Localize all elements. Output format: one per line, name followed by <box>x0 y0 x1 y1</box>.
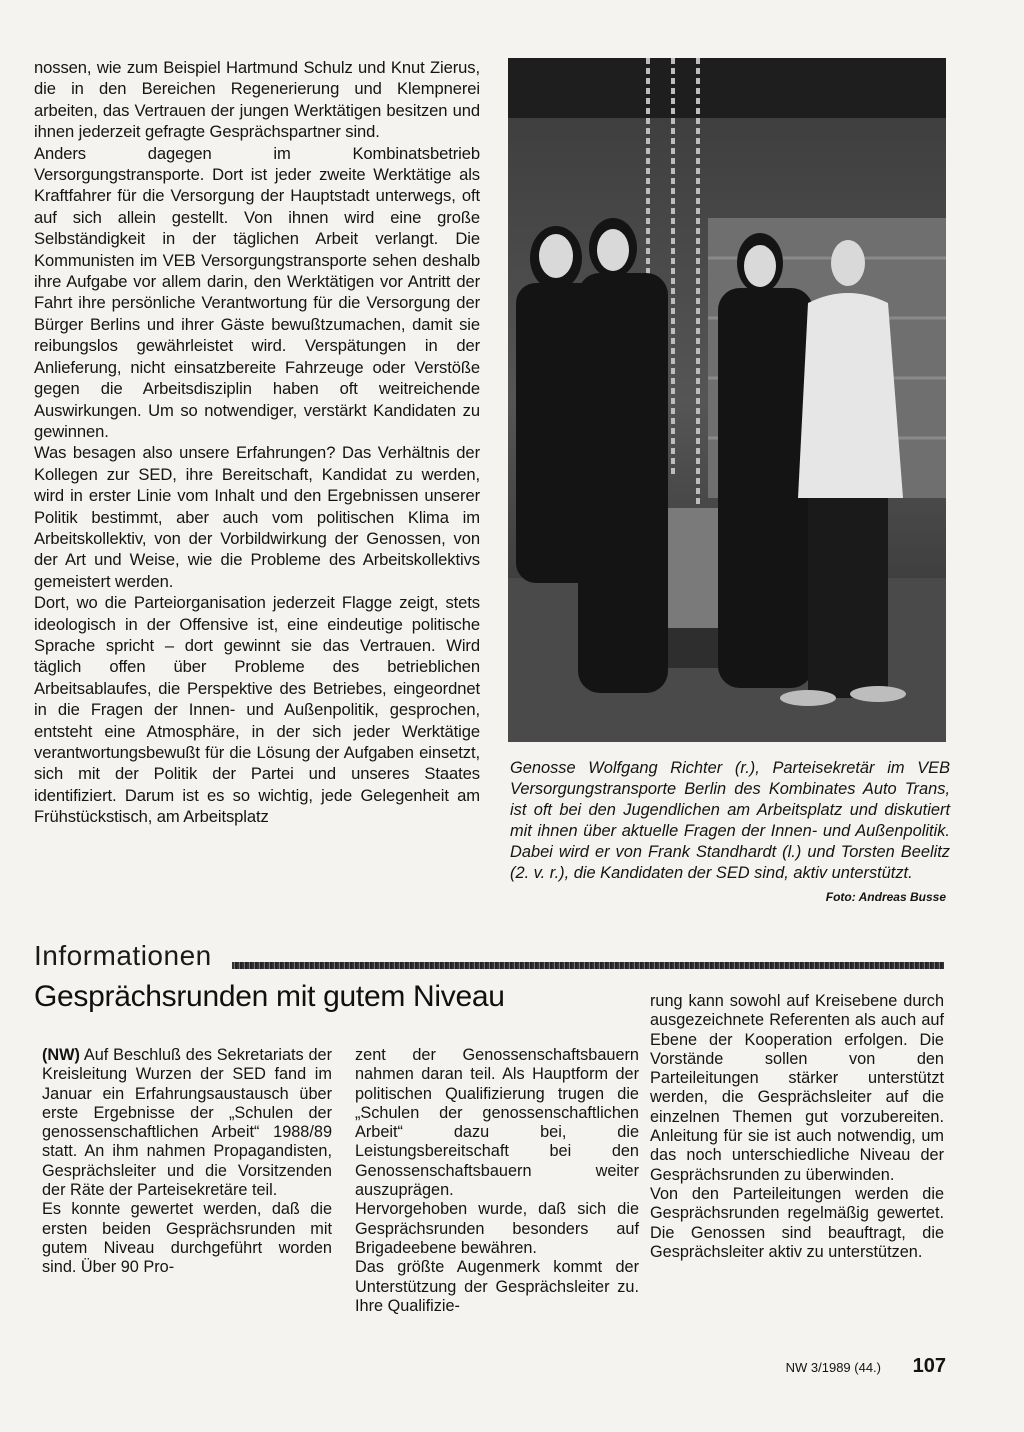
info-paragraph: zent der Genossenschaftsbauern nahmen daran teil. Als Hauptform der politischen Qualifizierung trugen die „Schulen der genossenschaftlichen Arbeit“ dazu bei, die Leistungsbereitschaft bei den Genossenschaftsbauern weiter auszuprägen. <box>355 1046 639 1200</box>
info-column-1 <box>42 1046 332 1278</box>
info-column-3 <box>650 992 944 1262</box>
info-paragraph: Das größte Augenmerk kommt der Unterstützung der Gesprächsleiter zu. Ihre Qualifizie- <box>355 1258 639 1315</box>
workshop-photo <box>508 58 946 742</box>
page-number: 107 <box>912 1355 946 1377</box>
photo-credit: Foto: Andreas Busse <box>825 890 946 904</box>
info-column-2 <box>355 1046 639 1316</box>
article-paragraph: Was besagen also unsere Erfahrungen? Das Verhältnis der Kollegen zur SED, ihre Bereitschaft, Kandidat zu werden, wird in erster Linie vom Inhalt und den Ergebnissen unserer Politik bestimmt, aber auch vom politischen Klima im Arbeitskollektiv, von der Vorbildwirkung der Genossen, von der Art und Weise, wie die Probleme des Arbeitskollektivs gemeistert werden. <box>34 443 480 591</box>
section-rule <box>232 962 944 969</box>
info-paragraph <box>42 1046 332 1200</box>
section-title: Informationen <box>34 940 212 971</box>
info-paragraph: rung kann sowohl auf Kreisebene durch ausgezeichnete Referenten als auch auf Ebene der Kooperation erfolgen. Die Vorstände sollen von den Parteileitungen stärker unterstützt werden, die Gesprächsleiter auf die einzelnen Themen gut vorzubereiten. Anleitung für sie ist auch notwendig, um das noch unterschiedliche Niveau der Gesprächsrunden zu überwinden. <box>650 992 944 1184</box>
issue-label: NW 3/1989 (44.) <box>785 1360 881 1375</box>
article-continuation <box>34 57 480 828</box>
info-headline: Gesprächsrunden mit gutem Niveau <box>34 980 505 1013</box>
section-header <box>34 940 944 980</box>
photo-illustration <box>508 58 946 742</box>
article-paragraph: Anders dagegen im Kombinatsbetrieb Versorgungstransporte. Dort ist jeder zweite Werktätige als Kraftfahrer für die Versorgung der Hauptstadt unterwegs, oft auf sich allein gestellt. Von ihnen wird eine große Selbständigkeit in der täglichen Arbeit verlangt. Die Kommunisten im VEB Versorgungstransporte sehen deshalb ihre Aufgabe vor allem darin, den Werktätigen vor Antritt der Fahrt ihre persönliche Verantwortung für die Versorgung der Bürger Berlins und ihrer Gäste bewußtzumachen, damit sie reibungslos gewährleistet wird. Verspätungen in der Anlieferung, nicht einsatzbereite Fahrzeuge oder Verstöße gegen die Arbeitsdisziplin haben oft weitreichende Auswirkungen. Um so notwendiger, verstärkt Kandidaten zu gewinnen. <box>34 143 480 441</box>
source-tag: (NW) <box>42 1046 80 1064</box>
page-footer <box>786 1355 946 1378</box>
info-paragraph: Von den Parteileitungen werden die Gesprächsrunden regelmäßig gewertet. Die Genossen sind beauftragt, die Gesprächsleiter aktiv zu unterstützen. <box>650 1184 944 1261</box>
article-paragraph: nossen, wie zum Beispiel Hartmund Schulz und Knut Zierus, die in den Bereichen Regenerierung und Klempnerei arbeiten, das Vertrauen der jungen Werktätigen besitzen und ihnen jederzeit gefragte Gesprächspartner sind. <box>34 58 480 142</box>
info-text: Auf Beschluß des Sekretariats der Kreisleitung Wurzen der SED fand im Januar ein Erfahrungsaustausch über erste Ergebnisse der „Schulen der genossenschaftlichen Arbeit“ 1988/89 statt. An ihm nahmen Propagandisten, Gesprächsleiter und die Vorsitzenden der Räte der Parteisekretäre teil. <box>42 1046 332 1200</box>
article-paragraph: Dort, wo die Parteiorganisation jederzeit Flagge zeigt, stets ideologisch in der Offensive ist, eine eindeutige politische Sprache spricht – dort gewinnt sie das Vertrauen. Wird täglich offen über Probleme des betrieblichen Arbeitsablaufes, die Perspektive des Betriebes, eingeordnet in die Fragen der Innen- und Außenpolitik, gesprochen, entsteht eine Atmosphäre, in der sich jeder Werktätige verantwortungsbewußt für die Lösung der Aufgaben einsetzt, sich mit der Politik der Partei und unseres Staates identifiziert. Darum ist es so wichtig, jede Gelegenheit am Frühstückstisch, am Arbeitsplatz <box>34 593 480 827</box>
info-paragraph: Hervorgehoben wurde, daß sich die Gesprächsrunden besonders auf Brigadeebene bewähren. <box>355 1200 639 1257</box>
info-paragraph: Es konnte gewertet werden, daß die ersten beiden Gesprächsrunden mit gutem Niveau durchgeführt worden sind. Über 90 Pro- <box>42 1200 332 1277</box>
photo-caption: Genosse Wolfgang Richter (r.), Parteisekretär im VEB Versorgungstransporte Berlin des Kombinates Auto Trans, ist oft bei den Jugendlichen am Arbeitsplatz und diskutiert mit ihnen über aktuelle Fragen der Innen- und Außenpolitik. Dabei wird er von Frank Standhardt (l.) und Torsten Beelitz (2. v. r.), die Kandidaten der SED sind, aktiv unterstützt. <box>510 759 950 882</box>
